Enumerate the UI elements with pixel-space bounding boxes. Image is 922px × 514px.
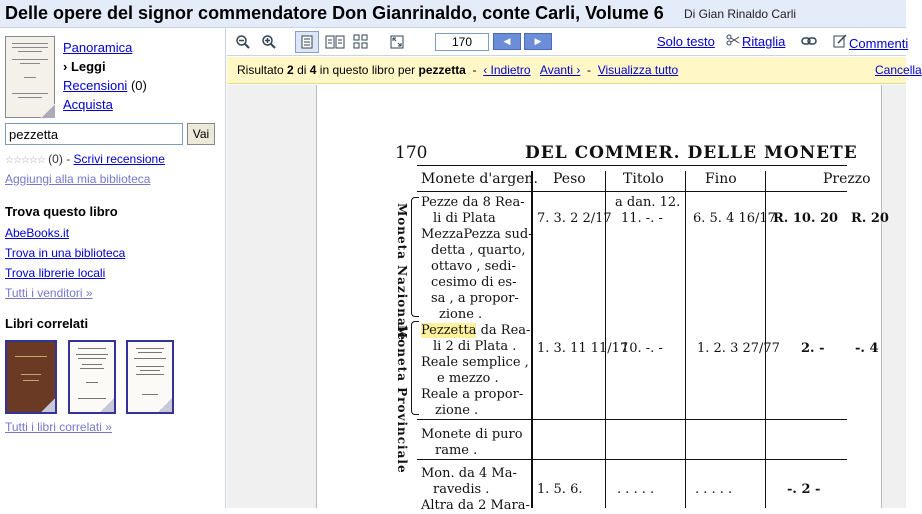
- peso-cell: 7. 3. 2 2/17: [537, 211, 612, 226]
- comment-button[interactable]: [833, 34, 908, 51]
- result-back-link[interactable]: ‹ Indietro: [483, 63, 531, 77]
- column-header: Titolo: [623, 171, 664, 187]
- text-only-link[interactable]: Solo testo: [657, 34, 715, 49]
- overview-link[interactable]: Panoramica: [63, 40, 133, 55]
- table-rule: [417, 165, 847, 166]
- prezzo-cell: -. 2 -: [787, 482, 821, 497]
- search-in-book-input[interactable]: [5, 123, 183, 145]
- row-name-line: ravedis .: [433, 482, 490, 497]
- table-rule: [417, 419, 847, 420]
- titolo-cell: . . . . .: [617, 482, 655, 497]
- page-number-input[interactable]: [435, 33, 489, 51]
- row-name-line: ottavo , sedi-: [431, 259, 516, 274]
- row-name: [421, 323, 530, 419]
- next-page-icon[interactable]: ▶: [524, 33, 552, 50]
- brace: [411, 321, 419, 415]
- row-name-line: sa , a propor-: [431, 291, 519, 306]
- title-bar: [0, 0, 906, 28]
- row-name-line: da Rea-: [480, 323, 531, 338]
- titolo-cell: 10. -. -: [621, 341, 663, 356]
- related-book-thumbnail[interactable]: [5, 340, 57, 414]
- all-sellers-link[interactable]: Tutti i venditori »: [5, 286, 93, 300]
- row-name-line: li di Plata: [433, 211, 496, 226]
- column-header: Monete d'argen.: [421, 171, 538, 187]
- single-page-view-icon[interactable]: [295, 31, 319, 53]
- reviews-count: (0): [130, 78, 147, 93]
- clip-button[interactable]: [726, 34, 785, 49]
- clip-link[interactable]: Ritaglia: [742, 34, 786, 49]
- read-link-current: › Leggi: [63, 59, 106, 74]
- page-viewer[interactable]: [227, 85, 906, 513]
- sidebar: [0, 28, 226, 508]
- thumbnail-grid-icon[interactable]: [351, 32, 371, 52]
- row-name: [421, 227, 533, 323]
- row-name-line: Altra da 2 Mara-: [421, 498, 530, 513]
- row-name-line: Monete di puro: [421, 427, 523, 442]
- comment-link[interactable]: Commenti: [849, 36, 909, 51]
- row-name-line: zione .: [439, 307, 483, 322]
- row-name-line: detta , quarto,: [431, 243, 526, 258]
- fullscreen-icon[interactable]: [387, 32, 407, 52]
- row-name: [421, 466, 530, 514]
- side-label: Moneta Provinciale: [395, 325, 409, 474]
- find-book-heading: Trova questo libro: [5, 204, 118, 219]
- book-cover-thumbnail[interactable]: [5, 36, 55, 118]
- table-rule: [417, 191, 847, 192]
- book-nav: [63, 38, 147, 114]
- related-book-thumbnail[interactable]: [126, 340, 174, 414]
- row-name-line: MezzaPezza sud-: [421, 227, 533, 242]
- cancel-search-link[interactable]: Cancella: [875, 63, 922, 77]
- rating-separator: -: [66, 152, 71, 166]
- scan-page-number: 170: [395, 143, 428, 163]
- row-name-line: e mezzo .: [437, 371, 499, 386]
- row-name-line: cesimo di es-: [431, 275, 517, 290]
- find-library-link[interactable]: Trova in una biblioteca: [5, 246, 126, 260]
- search-hit-highlight: Pezzetta: [421, 323, 477, 338]
- fino-cell: 6. 5. 4 16/17: [693, 211, 776, 226]
- book-author: Di Gian Rinaldo Carli: [684, 7, 797, 21]
- search-result-bar: Risultato 2 di 4 in questo libro per pezzetta - ‹ Indietro Avanti › - Visualizza tutto Cancella: [227, 57, 906, 84]
- column-header: Prezzo: [823, 171, 871, 187]
- result-query: pezzetta: [418, 63, 466, 77]
- related-books-heading: Libri correlati: [5, 316, 89, 331]
- column-header: Fino: [705, 171, 737, 187]
- prezzo-cell: R. 20: [851, 211, 889, 226]
- prezzo-cell: -. 4: [855, 341, 879, 356]
- row-name-line: Reale a propor-: [421, 387, 524, 402]
- result-of: di: [297, 63, 307, 77]
- fino-cell: 1. 2. 3 27/77: [697, 341, 780, 356]
- row-name-line: Pezze da 8 Rea-: [421, 195, 525, 210]
- result-total: 4: [309, 63, 317, 77]
- search-go-button[interactable]: Vai: [187, 123, 215, 145]
- show-all-results-link[interactable]: Visualizza tutto: [597, 63, 679, 77]
- prezzo-cell: 2. -: [801, 341, 825, 356]
- chain-link-icon[interactable]: [801, 34, 817, 49]
- row-name: [421, 195, 525, 227]
- scan-running-header: DEL COMMER. DELLE MONETE: [525, 143, 858, 163]
- reviews-link[interactable]: Recensioni: [63, 78, 128, 93]
- viewer-toolbar: [227, 28, 909, 56]
- titolo-cell: a dan. 12.: [615, 195, 681, 210]
- abebooks-link[interactable]: AbeBooks.it: [5, 226, 70, 240]
- scanned-page: [316, 85, 889, 513]
- row-name-line: Reale semplice ,: [421, 355, 529, 370]
- table-rule: [685, 171, 686, 508]
- row-name-line: li 2 di Plata .: [433, 339, 517, 354]
- zoom-out-icon[interactable]: [233, 32, 253, 52]
- buy-link[interactable]: Acquista: [63, 97, 113, 112]
- write-review-link[interactable]: Scrivi recensione: [73, 152, 165, 166]
- result-forward-link[interactable]: Avanti ›: [539, 63, 581, 77]
- scissors-icon: [726, 34, 740, 49]
- result-current: 2: [287, 63, 294, 77]
- side-label: Moneta Nazionale: [395, 203, 409, 341]
- fino-cell: . . . . .: [695, 482, 733, 497]
- peso-cell: 1. 5. 6.: [537, 482, 583, 497]
- previous-page-icon[interactable]: ◀: [493, 33, 521, 50]
- result-middle-text: in questo libro per: [319, 63, 416, 77]
- find-book-links: [5, 223, 125, 303]
- brace: [411, 197, 419, 317]
- find-local-stores-link[interactable]: Trova librerie locali: [5, 266, 106, 280]
- peso-cell: 1. 3. 11 11/17: [537, 341, 629, 356]
- row-name-line: rame .: [435, 443, 478, 458]
- related-book-thumbnail[interactable]: [68, 340, 116, 414]
- rating-row: [5, 152, 165, 166]
- table-rule: [417, 459, 847, 460]
- prezzo-cell: R. 10. 20: [773, 211, 839, 226]
- table-rule: [531, 171, 533, 508]
- row-name-line: Mon. da 4 Ma-: [421, 466, 517, 481]
- add-to-library-link[interactable]: Aggiungi alla mia biblioteca: [5, 172, 151, 186]
- all-related-books-link[interactable]: Tutti i libri correlati »: [5, 420, 112, 434]
- two-page-view-icon[interactable]: [323, 32, 347, 52]
- row-name: [421, 427, 523, 459]
- result-prefix: Risultato: [237, 63, 284, 77]
- column-header: Peso: [553, 171, 586, 187]
- zoom-in-icon[interactable]: [259, 32, 279, 52]
- row-name-line: zione .: [435, 403, 479, 418]
- rating-count: (0): [48, 152, 63, 166]
- book-title: Delle opere del signor commendatore Don Gianrinaldo, conte Carli, Volume 6: [5, 3, 664, 23]
- rating-stars-icon: ☆☆☆☆☆: [5, 155, 45, 166]
- titolo-cell: 11. -. -: [621, 211, 663, 226]
- pencil-note-icon: [833, 34, 847, 51]
